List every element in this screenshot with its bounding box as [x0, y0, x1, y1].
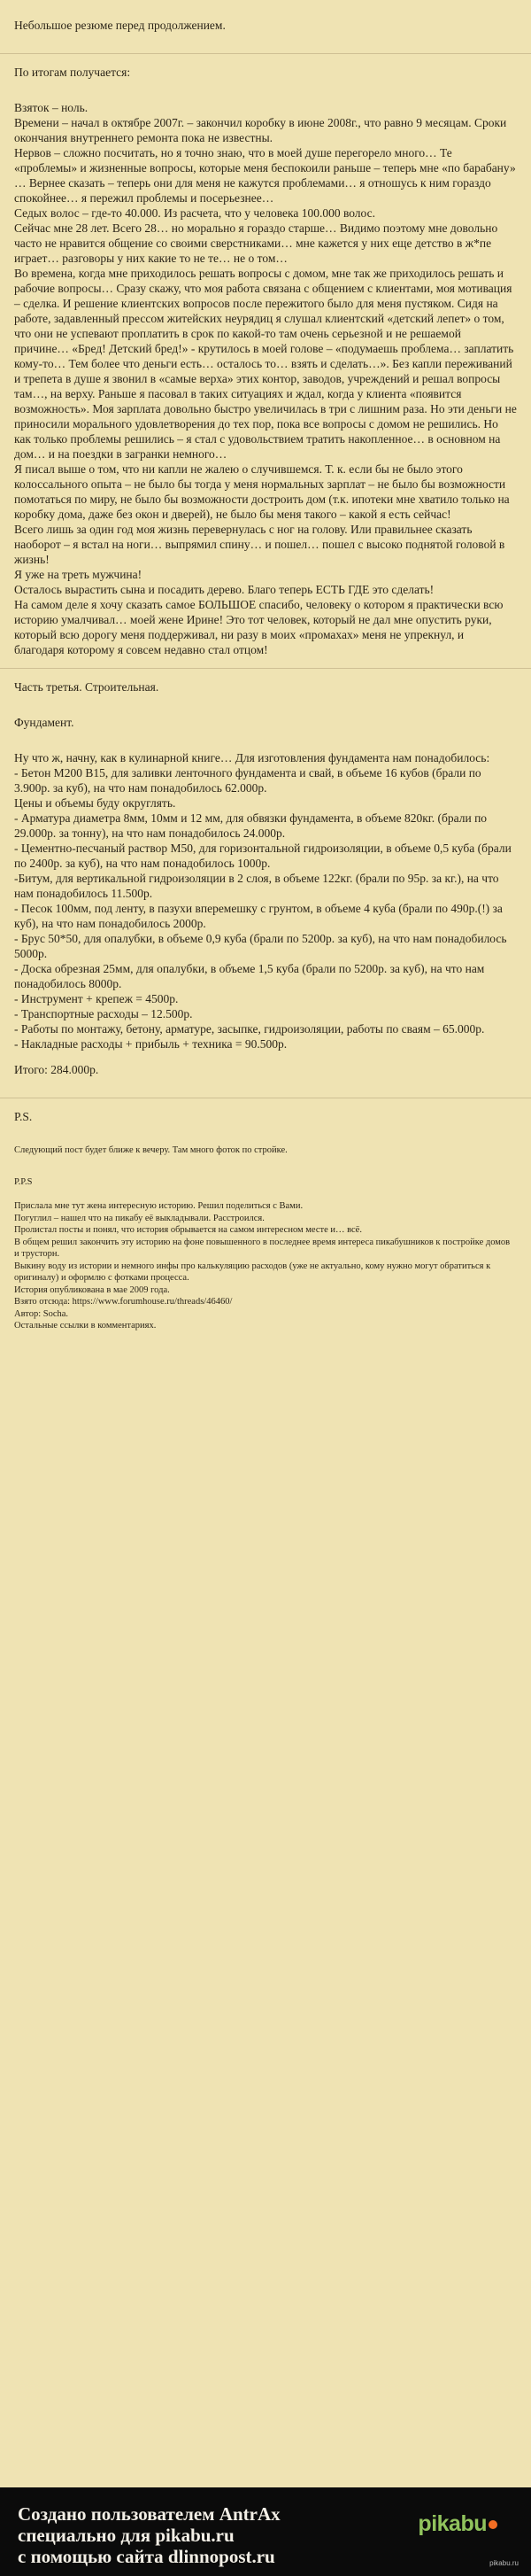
foundation-title: Фундамент.	[14, 716, 74, 729]
pikabu-logo[interactable]	[418, 2511, 497, 2537]
results-title: По итогам получается:	[14, 66, 131, 79]
divider	[0, 53, 531, 54]
total-cost: Итого: 284.000р.	[14, 1063, 99, 1076]
ps-text: Следующий пост будет ближе к вечеру. Там много фоток по стройке.	[14, 1145, 288, 1155]
divider	[0, 668, 531, 669]
footer-credits: Создано пользователем AntrAx специально для pikabu.ru с помощью сайта dlinnopost.ru	[18, 2503, 281, 2567]
summary-title: Небольшое резюме перед продолжением.	[14, 19, 226, 32]
footer-banner	[0, 2487, 531, 2576]
construction-section	[14, 679, 517, 1078]
pps-label: P.P.S	[14, 1176, 33, 1187]
pps-text: Прислала мне тут жена интересную историю. Решил поделиться с Вами. Погуглил – нашел что на пикабу её выкладывали. Расстроился. Пролистал посты и понял, что история обрывается на самом интересном месте и… всё. В общем решил закончить эту историю на фоне повышенного в последнее время интереса пикабушников к постройке домов и трусторн. Выкину воду из истории и немного инфы про калькуляцию расходов (уже не актуально, кому нужно могут обратиться к оригиналу) и оформлю с фотками процесса. История опубликована в мае 2009 года. Взято отсюда: https://www.forumhouse.ru/threads/46460/ Автор: Socha. Остальные ссылки в комментариях.	[14, 1201, 511, 1331]
results-section	[14, 65, 517, 657]
pikabu-logo-dot-icon	[489, 2520, 497, 2529]
pikabu-logo-text: pikabu	[418, 2511, 487, 2536]
postscript-section	[14, 1109, 517, 1332]
summary-section	[14, 18, 517, 34]
ps-label: P.S.	[14, 1110, 33, 1123]
part-three-title: Часть третья. Строительная.	[14, 680, 159, 694]
pikabu-url[interactable]: pikabu.ru	[489, 2559, 519, 2567]
foundation-cost-list: Ну что ж, начну, как в кулинарной книге… Для изготовления фундамента нам понадобилось: - Бетон М200 В15, для заливки ленточного фундамента и свай, в объеме 16 кубов (брали по 3.900р. за куб), на что нам понадобилось 62.000р. Цены и объемы буду округлять. - Арматура диаметра 8мм, 10мм и 12 мм, для обвязки фундамента, в объеме 820кг. (брали по 29.000р. за тонну), на что нам понадобилось 24.000р. - Цементно-песчаный раствор М50, для горизонтальной гидроизоляции, в объеме 0,5 куба (брали по 2400р. за куб), на что нам понадобилось 1000р. -Битум, для вертикальной гидроизоляции в 2 слоя, в объеме 122кг. (брали по 95р. за кг.), на что нам понадобилось 11.500р. - Песок 100мм, под ленту, в пазухи вперемешку с грунтом, в объеме 4 куба (брали по 490р.(!) за куб), на что нам понадобилось 2000р. - Брус 50*50, для опалубки, в объеме 0,9 куба (брали по 5200р. за куб), на что нам понадобилось 5000р. - Доска обрезная 25мм, для опалубки, в объеме 1,5 куба (брали по 5200р. за куб), на что нам понадобилось 8000р. - Инструмент + крепеж = 4500р. - Транспортные расходы – 12.500р. - Работы по монтажу, бетону, арматуре, засыпке, гидроизоляции, работы по сваям – 65.000р. - Накладные расходы + прибыль + техника = 90.500р.	[14, 751, 512, 1051]
results-text: Взяток – ноль. Времени – начал в октябре 2007г. – закончил коробку в июне 2008г., что равно 9 месяцам. Сроки окончания внутреннего ремонта пока не известны. Нервов – сложно посчитать, но я точно знаю, что в моей душе перегорело много… Те «проблемы» и жизненные вопросы, которые меня беспокоили раньше – теперь мне «по барабану» … Вернее сказать – теперь они для меня не кажутся проблемами… я отношусь к ним гораздо спокойнее… я пережил проблемы и посерьезнее… Седых волос – где-то 40.000. Из расчета, что у человека 100.000 волос. Сейчас мне 28 лет. Всего 28… но морально я гораздо старше… Видимо поэтому мне довольно часто не нравится общение со своими сверстниками… мне кажется у них еще детство в ж*пе играет… разговоры у них какие то не те… не о том… Во времена, когда мне приходилось решать вопросы с домом, мне так же приходилось решать и рабочие вопросы… Сразу скажу, что моя работа связана с общением с клиентами, моя мотивация – сделка. И решение клиентских вопросов после пережитого было для меня пустяком. Сидя на работе, задавленный прессом житейских неурядиц я слушал клиентский «детский лепет» о том, что они не успевают проплатить в срок по какой-то там очень серьезной и не решаемой причине… «Бред! Детский бред!» - крутилось в моей голове – «подумаешь проблема… заплатить кому-то… Тем более что деньги есть… осталось то… взять и сделать…». Без капли переживаний и трепета в душе я звонил в «самые верха» этих контор, заводов, учреждений и решал вопросы там…, на верху. Раньше я пасовал в таких ситуациях и ждал, когда у клиента «появится возможность». Моя зарплата довольно быстро увеличилась в три с лишним раза. Но эти деньги не приносили морального удовлетворения до тех пор, пока все вопросы с домом не решились. Но как только проблемы решились – я стал с удовольствием тратить накопленное… в основном на дом… и на поездки в загранки немного… Я писал выше о том, что ни капли не жалею о случившемся. Т. к. если бы не было этого колоссального опыта – не было бы тогда у меня нормальных зарплат – не было бы возможности помотаться по миру, не было бы возможности достроить дом (т.к. ипотеки мне хватило только на коробку дома, даже без окон и дверей), не было бы меня такого – какой я есть сейчас! Всего лишь за один год моя жизнь перевернулась с ног на голову. Или правильнее сказать наоборот – я встал на ноги… выпрямил спину… и пошел… пошел с высоко поднятой головой в жизнь! Я уже на треть мужчина! Осталось вырастить сына и посадить дерево. Благо теперь ЕСТЬ ГДЕ это сделать! На самом деле я хочу сказать самое БОЛЬШОЕ спасибо, человеку о котором я практически всю историю умалчивал… моей жене Ирине! Это тот человек, который не дал мне опустить руки, который всю дорогу меня поддерживал, ни разу в моих «промахах» меня не упрекнул, и благодаря которому я совсем недавно стал отцом!	[14, 101, 517, 656]
